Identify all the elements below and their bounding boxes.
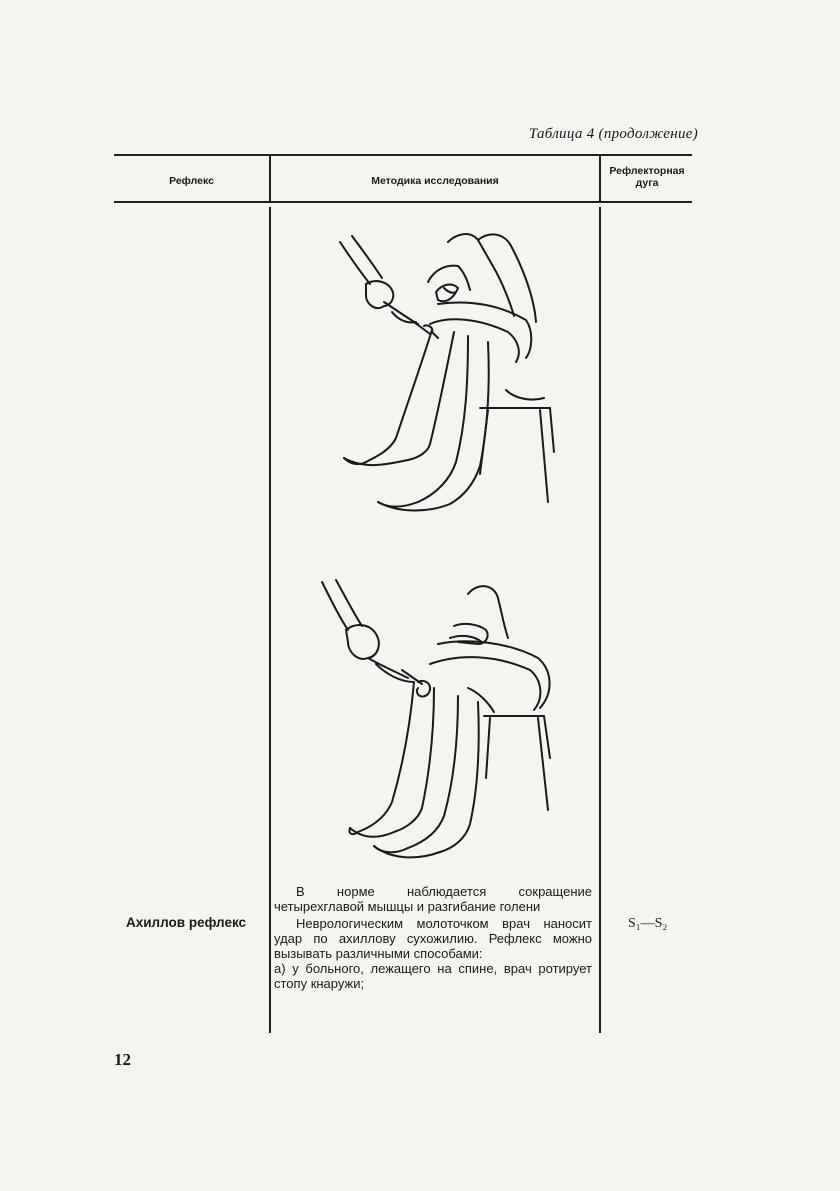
table-column-divider-2-body [599,207,601,1033]
table-caption: Таблица 4 (продолжение) [528,126,698,142]
method-text-achilles [274,916,592,991]
table-top-rule [114,154,692,156]
header-arc-line2: дуга [635,177,659,189]
reflex-name-achilles: Ахиллов рефлекс [126,915,247,930]
header-arc [601,165,693,189]
reflex-arc-value: S₁—S₂ [628,916,668,931]
table-header-rule [114,201,692,203]
knee-reflex-illustration-1 [318,212,578,522]
method-paragraph-2: Неврологическим молоточком врач наносит удар по ахиллову сухожилию. Рефлекс можно вызывать различными способами: [274,916,592,961]
table-column-divider-1-body [269,207,271,1033]
knee-reflex-illustration-2 [318,578,578,863]
method-text-normal [274,884,592,914]
header-reflex: Рефлекс [169,175,214,187]
method-paragraph-3: а) у больного, лежащего на спине, врач ротирует стопу кнаружи; [274,961,592,991]
header-method: Методика исследования [371,175,499,187]
header-arc-line1: Рефлекторная [609,165,685,177]
method-paragraph-1: В норме наблюдается сокращение четырехглавой мышцы и разгибание голени [274,884,592,914]
page-number: 12 [114,1050,131,1069]
